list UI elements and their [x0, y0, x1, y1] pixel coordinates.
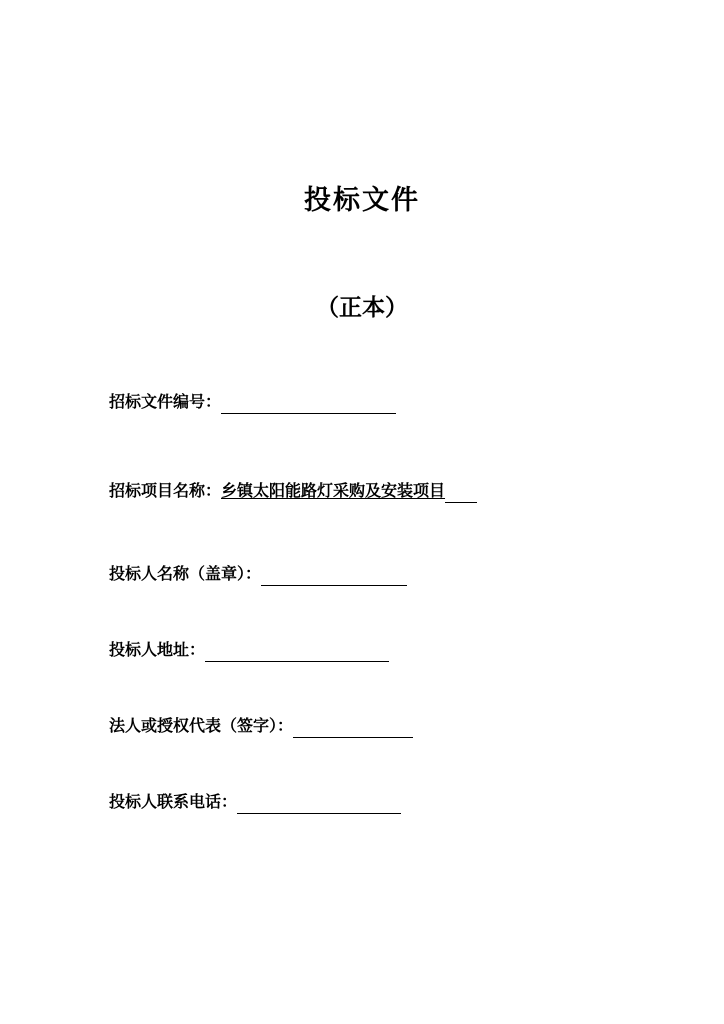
bidder-address-blank: [205, 641, 389, 662]
project-name-value: 乡镇太阳能路灯采购及安装项目: [221, 481, 446, 500]
bidder-name-field: [109, 562, 407, 586]
project-name-label: 招标项目名称：: [109, 481, 222, 500]
project-name-underline: [445, 482, 477, 503]
bidder-phone-field: [109, 790, 401, 814]
tender-number-field: [109, 390, 396, 414]
bidder-name-blank: [261, 565, 407, 586]
project-name-field: [109, 479, 477, 503]
legal-representative-field: [109, 714, 413, 738]
bidder-address-field: [109, 638, 389, 662]
legal-representative-label: 法人或授权代表（签字）：: [109, 716, 294, 735]
tender-number-label: 招标文件编号：: [109, 392, 222, 411]
document-title: 投标文件: [304, 185, 420, 216]
bidder-phone-blank: [237, 793, 401, 814]
tender-number-blank: [221, 393, 396, 414]
bidder-phone-label: 投标人联系电话：: [109, 792, 238, 811]
bidder-name-label: 投标人名称（盖章）：: [109, 564, 262, 583]
document-subtitle: （正本）: [316, 295, 408, 321]
bidder-address-label: 投标人地址：: [109, 640, 206, 659]
legal-representative-blank: [293, 717, 413, 738]
